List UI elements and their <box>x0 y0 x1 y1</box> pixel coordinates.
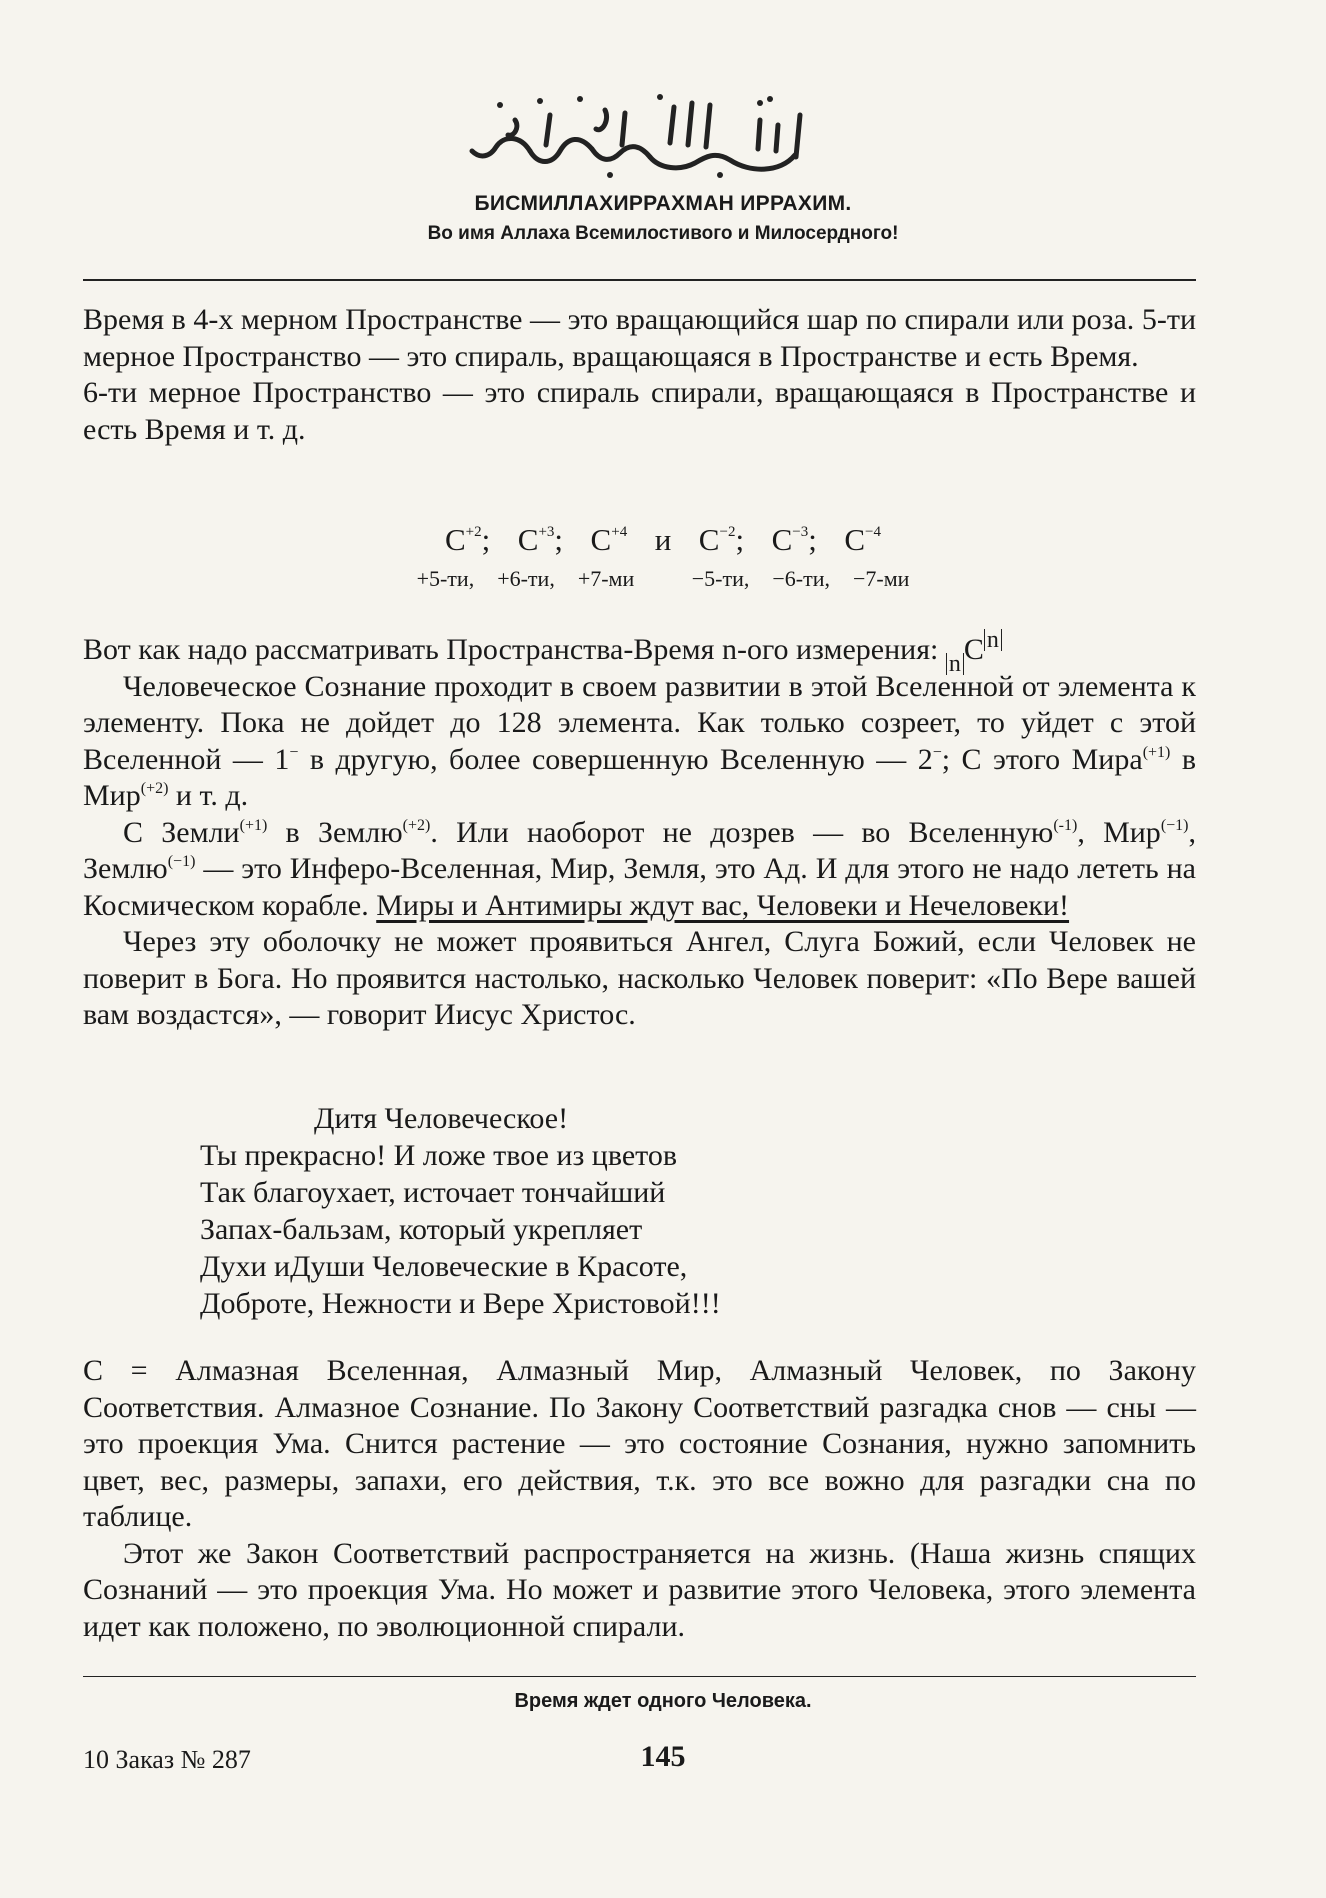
intro-paragraph-2: 6-ти мерное Пространство — это спираль спирали, вращающаяся в Пространстве и есть Время и т. д. <box>83 376 1196 446</box>
final-paragraph-1: С = Алмазная Вселенная, Алмазный Мир, Алмазный Человек, по Закону Соответствия. Алмазное Сознание. По Закону Соответствий разгадка снов — сны — это проекция Ума. Снится растение — это состояние Сознания, нужно запомнить цвет, вес, размеры, запахи, его действия, т.к. это все вожно для разгадки сна по таблице. <box>83 1354 1196 1533</box>
poem-line: Дитя Человеческое! <box>314 1102 569 1135</box>
dimension-formula: $С^{+2}$; $С^{+3}$; $С^{+4}$ и $С^{-2}$; $С^{-3}$; $С^{-4}$ <box>444 522 882 557</box>
intro-text <box>83 302 1196 448</box>
dimension-labels: +5-ти, +6-ти, +7-ми −5-ти, −6-ти, −7-ми <box>416 566 910 591</box>
bottom-divider <box>83 1676 1196 1677</box>
intro-paragraph-1: Время в 4-х мерном Пространстве — это вращающийся шар по спирали или роза. 5-ти мерное Пространство — это спираль, вращающаяся в Пространстве и есть Время. <box>83 303 1196 373</box>
poem-line: Духи иДуши Человеческие в Красоте, <box>200 1250 688 1283</box>
poem <box>200 1100 721 1322</box>
header-subtitle: Во имя Аллаха Всемилостивого и Милосердного! <box>427 223 899 244</box>
final-text <box>83 1353 1196 1645</box>
final-paragraph-2: Этот же Закон Соответствий распространяется на жизнь. (Наша жизнь спящих Сознаний — это проекция Ума. Но может и развитие этого Человека, этого элемента идет как положено, по эволюционной спирали. <box>83 1536 1196 1643</box>
poem-line: Запах-бальзам, который укрепляет <box>200 1213 643 1246</box>
body-paragraph-3: С Земли$^{(+1)}$ в Землю$^{(+2)}$. Или наоборот не дозрев — во Вселенную$^{(-1)}$, Мир$^{(-1)}$, Землю$^{(-1)}$ — это Инферо-Вселенная, Мир, Земля, это Ад. И для этого не надо лететь на Космическом корабле. Миры и Антимиры ждут вас, Человеки и Нечеловеки! <box>83 815 1196 922</box>
body-paragraph-4: Через эту оболочку не может проявиться Ангел, Слуга Божий, если Человек не поверит в Бога. Но проявится настолько, насколько Человек поверит: «По Вере вашей вам воздастся», — говорит Иисус Христос. <box>83 925 1196 1031</box>
body-paragraph-1: Вот как надо рассматривать Пространства-Время n-ого измерения: n С n <box>83 632 1196 669</box>
poem-line: Ты прекрасно! И ложе твое из цветов <box>200 1139 678 1172</box>
body-paragraph-2: Человеческое Сознание проходит в своем развитии в этой Вселенной от элемента к элементу. Пока не дойдет до 128 элемента. Как только созреет, то уйдет с этой Вселенной — 1− в другую, более совершенную Вселенную — 2−; С этого Мира$^{(+1)}$ в Мир$^{(+2)}$ и т. д. <box>83 669 1196 812</box>
page-number: 145 <box>640 1740 686 1773</box>
poem-line: Доброте, Нежности и Вере Христовой!!! <box>200 1287 721 1320</box>
order-number: 10 Заказ № 287 <box>83 1745 251 1774</box>
header-title: БИСМИЛЛАХИРРАХМАН ИРРАХИМ. <box>474 192 852 215</box>
n-dimension-symbol: n С n <box>946 633 1002 666</box>
body-text <box>83 627 1196 1034</box>
footer-note: Время ждет одного Человека. <box>514 1690 812 1712</box>
top-divider <box>83 279 1196 281</box>
poem-line: Так благоухает, источает тончайший <box>200 1176 666 1209</box>
arabic-bismillah-calligraphy-icon <box>460 85 820 180</box>
underlined-phrase: Миры и Антимиры ждут вас, Человеки и Нечеловеки! <box>376 888 1070 922</box>
